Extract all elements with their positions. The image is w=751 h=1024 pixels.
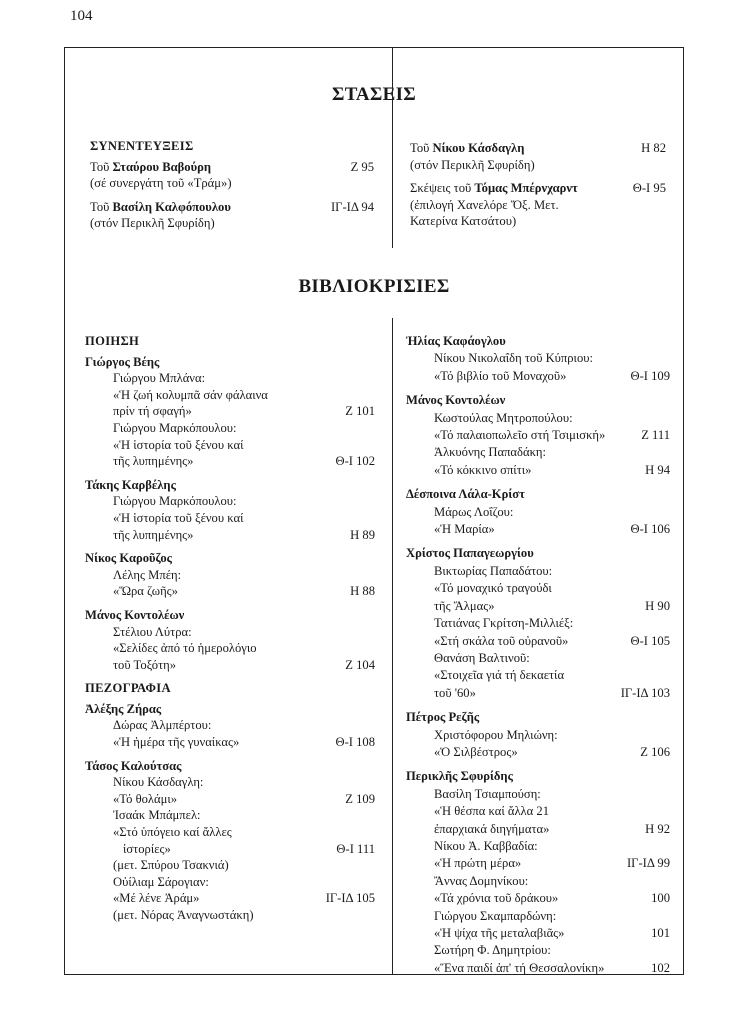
review-text: «Ἡ θέσπα καί ἄλλα 21 (434, 804, 550, 819)
review-line (406, 427, 670, 444)
entry-line (90, 159, 374, 176)
review-line (85, 907, 375, 924)
review-line (85, 640, 375, 657)
issue-code: Η 94 (645, 462, 670, 477)
review-text: ἐπαρχιακά διηγήματα» (434, 821, 550, 836)
review-text: Κωστούλας Μητροπούλου: (434, 410, 573, 425)
review-text: Ἰσαάκ Μπάμπελ: (113, 808, 201, 823)
reviewer-name: Μάνος Κοντολέων (406, 393, 506, 408)
index-frame (64, 47, 684, 975)
interviewee-name: Βασίλη Καλφόπουλου (112, 199, 231, 214)
review-line (406, 685, 670, 702)
issue-code: ΙΓ-ΙΔ 103 (620, 685, 670, 700)
issue-code: Η 90 (645, 598, 670, 613)
review-line (406, 633, 670, 650)
issue-code: Η 89 (350, 527, 375, 542)
review-text: τῆς λυπημένης» (113, 527, 194, 542)
review-text: «Ἡ ζωή κολυμπᾶ σάν φάλαινα (113, 387, 268, 402)
review-text: «Ἡ ἱστορία τοῦ ξένου καί (113, 437, 244, 452)
issue-code: 101 (651, 926, 670, 940)
reviewer-name: Ἠλίας Καφάογλου (406, 334, 506, 348)
review-line (406, 444, 670, 461)
issue-code: ΙΓ-ΙΔ 99 (626, 856, 670, 871)
review-text: (μετ. Σπύρου Τσακνιά) (113, 858, 229, 873)
review-entry (406, 709, 670, 761)
review-line (85, 657, 375, 674)
review-line (406, 960, 670, 977)
issue-code: Η 92 (645, 821, 670, 836)
review-entry (85, 758, 375, 924)
review-line (85, 824, 375, 841)
category-heading: ΣΥΝΕΝΤΕΥΞΕΙΣ (90, 139, 194, 153)
review-text: «Ἕνα παιδί ἀπ' τή Θεσσαλονίκη» (434, 960, 605, 975)
reviewer-name: Νίκος Καροῦζος (85, 551, 172, 566)
review-text: «Τό κόκκινο σπίτι» (434, 462, 532, 477)
review-line (85, 370, 375, 387)
issue-code: Θ-Ι 111 (336, 841, 375, 856)
review-text: «Ἡ ψίχα τῆς μεταλαβιᾶς» (434, 926, 565, 940)
staseis-right-column (410, 140, 666, 237)
issue-code: Θ-Ι 95 (632, 181, 666, 196)
entry-line (410, 180, 666, 197)
review-entry (85, 701, 375, 751)
review-line (406, 615, 670, 632)
review-line (406, 462, 670, 479)
issue-code: Θ-Ι 102 (335, 454, 375, 469)
review-line (406, 838, 670, 855)
review-text: Σωτήρη Φ. Δημητρίου: (434, 943, 551, 958)
review-line (85, 841, 375, 858)
review-text: Δώρας Ἀλμπέρτου: (113, 718, 212, 733)
review-text: Στέλιου Λύτρα: (113, 624, 192, 639)
review-text: «Ἡ ἱστορία τοῦ ξένου καί (113, 510, 244, 525)
review-text: «Μέ λένε Ἀράμ» (113, 891, 200, 906)
review-line (85, 717, 375, 734)
reviewer-name: Χρίστος Παπαγεωργίου (406, 546, 534, 561)
entry-line (410, 140, 666, 157)
entry-line (90, 199, 374, 216)
section-title-vivliokrisies: ΒΙΒΛΙΟΚΡΙΣΙΕΣ (298, 276, 450, 297)
review-text: τῆς Ἄλμας» (434, 598, 495, 613)
review-text: «Σελίδες ἀπό τό ἡμερολόγιο (113, 641, 257, 656)
review-text: Βικτωρίας Παπαδάτου: (434, 563, 553, 578)
review-line (406, 521, 670, 538)
interviewee-name: Νίκου Κάσδαγλη (432, 141, 525, 155)
review-entry (406, 768, 670, 977)
review-text: τοῦ Τοξότη» (113, 657, 177, 672)
issue-code: ΙΓ-ΙΔ 94 (330, 199, 374, 214)
reviewer-name: Τάκης Καρβέλης (85, 477, 176, 492)
review-line (406, 727, 670, 744)
review-line (85, 874, 375, 891)
review-line (406, 890, 670, 907)
review-line (85, 624, 375, 641)
review-line (406, 504, 670, 521)
issue-code: Ζ 104 (345, 657, 375, 672)
review-text: «Στό ὑπόγειο καί ἄλλες (113, 825, 232, 840)
review-line (406, 942, 670, 959)
review-line (85, 527, 375, 544)
review-text: «Στοιχεῖα γιά τή δεκαετία (434, 668, 565, 683)
review-line (406, 873, 670, 890)
review-line (406, 786, 670, 803)
review-text: Νίκου Ἀ. Καββαδία: (434, 838, 538, 853)
entry-prefix: Τοῦ (410, 141, 433, 155)
review-entry (85, 477, 375, 543)
review-entry (406, 545, 670, 702)
review-line (85, 774, 375, 791)
reviewer-name: Τάσος Καλούτσας (85, 758, 182, 773)
review-text: Γιώργου Μαρκόπουλου: (113, 420, 237, 435)
reviewer-name: Ἀλέξης Ζήρας (85, 701, 162, 716)
reviewer-name: Μάνος Κοντολέων (85, 607, 185, 622)
review-line (85, 890, 375, 907)
review-text: «Ὁ Σιλβέστρος» (434, 744, 518, 759)
reviews-right-column (406, 333, 670, 984)
review-line (406, 350, 670, 367)
review-line (85, 453, 375, 470)
entry-text: (ἐπιλογή Χανελόρε Ὄξ. Μετ. (410, 197, 559, 212)
review-text: «Τό μοναχικό τραγούδι (434, 581, 552, 596)
entry-text (90, 199, 231, 216)
review-text: πρίν τή σφαγή» (113, 404, 192, 419)
review-text: «Τά χρόνια τοῦ δράκου» (434, 891, 559, 906)
review-entry (406, 333, 670, 385)
review-line (85, 420, 375, 437)
review-text: Μάρως Λοΐζου: (434, 504, 514, 519)
entry-text: Κατερίνα Κατσάτου) (410, 214, 517, 229)
entry-line (410, 197, 666, 214)
review-text: Γιώργου Μαρκόπουλου: (113, 494, 237, 509)
issue-code: Ζ 106 (640, 744, 670, 759)
review-entry (85, 354, 375, 470)
issue-code: 102 (651, 960, 670, 975)
section-title-staseis: ΣΤΑΣΕΙΣ (332, 84, 416, 105)
review-line (85, 734, 375, 751)
review-text: ἱστορίες» (123, 841, 171, 856)
review-text: Τατιάνας Γκρίτση-Μιλλιέξ: (434, 616, 574, 631)
issue-code: Θ-Ι 106 (630, 522, 670, 537)
review-text: τῆς λυπημένης» (113, 454, 194, 469)
review-entry (406, 486, 670, 538)
issue-code: Ζ 109 (345, 791, 375, 806)
review-entry (85, 607, 375, 673)
issue-code: Θ-Ι 108 (335, 735, 375, 750)
issue-code: ΙΓ-ΙΔ 105 (325, 891, 375, 906)
entry-text: (σέ συνεργάτη τοῦ «Τράμ») (90, 176, 232, 191)
review-text: Βασίλη Τσιαμπούση: (434, 786, 541, 801)
entry-text: (στόν Περικλῆ Σφυρίδη) (90, 216, 215, 231)
review-line (406, 580, 670, 597)
issue-code: Θ-Ι 105 (630, 633, 670, 648)
category-heading: ΠΕΖΟΓΡΑΦΙΑ (85, 681, 171, 696)
review-text: «Στή σκάλα τοῦ οὐρανοῦ» (434, 633, 569, 648)
review-text: «Ἡ πρώτη μέρα» (434, 856, 522, 871)
interviewee-name: Σταύρου Βαβούρη (112, 159, 212, 174)
interviewee-name: Τόμας Μπέρνχαρντ (474, 181, 578, 196)
review-line (406, 908, 670, 925)
review-text: «Ὥρα ζωῆς» (113, 584, 178, 599)
reviews-left-column (85, 333, 375, 931)
review-line (406, 803, 670, 820)
entry-line (90, 215, 374, 232)
review-text: «Ἡ Μαρία» (434, 522, 495, 537)
interview-entry (410, 180, 666, 230)
reviewer-name: Περικλῆς Σφυρίδης (406, 769, 513, 784)
issue-code: Ζ 95 (350, 159, 374, 174)
review-text: Ἀλκυόνης Παπαδάκη: (434, 445, 546, 460)
review-line (85, 583, 375, 600)
interview-entry (410, 140, 666, 173)
column-divider-top (392, 48, 393, 248)
review-line (85, 857, 375, 874)
reviewer-name: Δέσποινα Λάλα-Κρίστ (406, 487, 525, 502)
review-line (406, 368, 670, 385)
issue-code: Ζ 101 (345, 404, 375, 419)
review-line (406, 821, 670, 838)
entry-line (410, 157, 666, 174)
review-text: τοῦ '60» (434, 685, 476, 700)
review-line (85, 493, 375, 510)
issue-code: Η 82 (641, 141, 666, 155)
review-entry (406, 392, 670, 479)
category-heading: ΠΟΙΗΣΗ (85, 334, 140, 348)
review-text: Νίκου Κάσδαγλη: (113, 775, 204, 790)
review-line (406, 925, 670, 942)
column-divider-bottom (392, 318, 393, 974)
review-text: Λέλης Μπέη: (113, 567, 182, 582)
review-line (406, 667, 670, 684)
review-line (406, 410, 670, 427)
issue-code: Ζ 111 (641, 428, 670, 443)
entry-text: (στόν Περικλῆ Σφυρίδη) (410, 157, 535, 172)
review-text: «Τό παλαιοπωλεῖο στή Τσιμισκή» (434, 428, 606, 443)
reviewer-name: Πέτρος Ρεζῆς (406, 710, 480, 725)
review-text: Νίκου Νικολαΐδη τοῦ Κύπριου: (434, 351, 593, 366)
interview-entry (90, 159, 374, 192)
page-number: 104 (70, 8, 93, 24)
review-line (85, 387, 375, 404)
review-line (406, 563, 670, 580)
review-text: (μετ. Νόρας Ἀναγνωστάκη) (113, 908, 254, 922)
interview-entry (90, 199, 374, 232)
review-line (406, 855, 670, 872)
review-text: Γιώργου Μπλάνα: (113, 371, 206, 386)
entry-prefix: Τοῦ (90, 199, 113, 214)
review-text: Οὐίλιαμ Σάρογιαν: (113, 874, 209, 889)
review-text: Γιώργου Σκαμπαρδώνη: (434, 908, 557, 923)
entry-prefix: Τοῦ (90, 159, 113, 174)
review-line (85, 437, 375, 454)
issue-code: 100 (651, 891, 670, 906)
review-line (85, 807, 375, 824)
review-text: «Ἡ ἡμέρα τῆς γυναίκας» (113, 735, 240, 750)
entry-line (410, 213, 666, 230)
issue-code: Θ-Ι 109 (630, 368, 670, 383)
review-line (406, 744, 670, 761)
entry-text (90, 159, 211, 176)
issue-code: Η 88 (350, 584, 375, 599)
review-line (85, 791, 375, 808)
review-text: Χριστόφορου Μηλιώνη: (434, 727, 558, 742)
review-text: Θανάση Βαλτινοῦ: (434, 650, 530, 665)
review-text: Ἄννας Δομηνίκου: (434, 873, 529, 888)
review-entry (85, 550, 375, 600)
review-line (406, 650, 670, 667)
review-text: «Τό θολάμι» (113, 791, 178, 806)
entry-prefix: Σκέψεις τοῦ (410, 181, 475, 196)
reviewer-name: Γιώργος Βέης (85, 354, 160, 369)
entry-text (410, 140, 524, 157)
staseis-left-column (90, 138, 374, 239)
review-line (85, 510, 375, 527)
review-text: «Τό βιβλίο τοῦ Μοναχοῦ» (434, 368, 567, 383)
review-line (406, 598, 670, 615)
entry-line (90, 175, 374, 192)
entry-text (410, 180, 578, 197)
review-line (85, 403, 375, 420)
review-line (85, 567, 375, 584)
